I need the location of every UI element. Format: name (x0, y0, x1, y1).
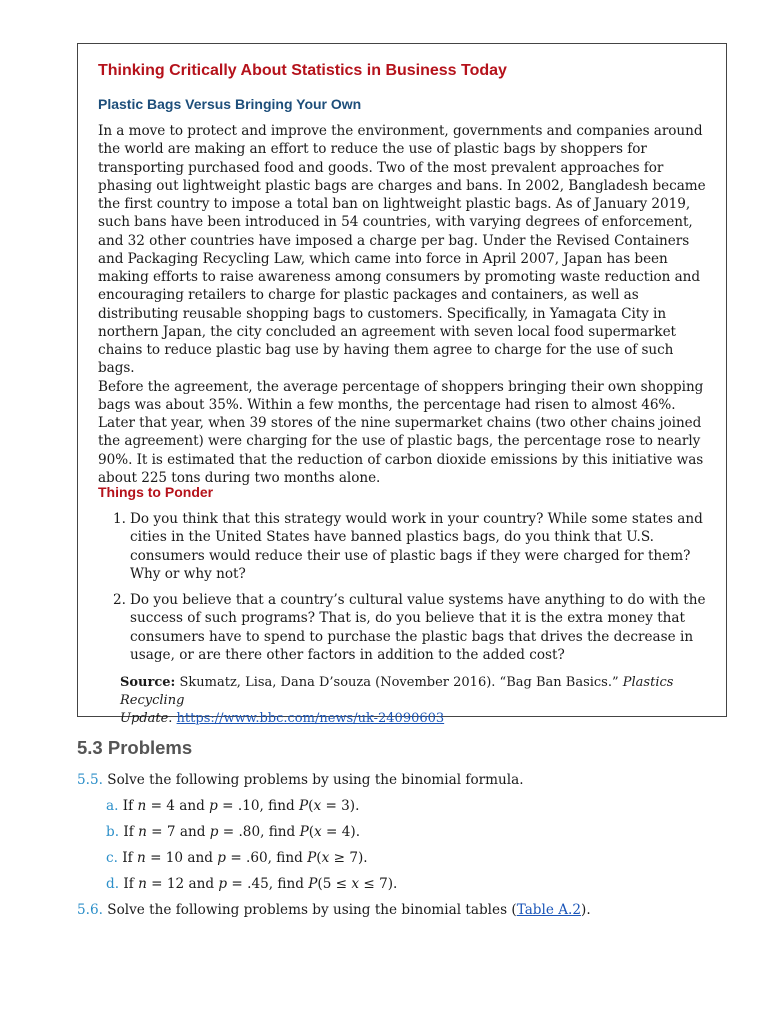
subproblem-b (106, 823, 360, 841)
subproblem-text: = .10, find (217, 798, 299, 814)
subproblem-letter: b. (106, 824, 120, 840)
body-line: chains to reduce plastic bag use by having them agree to charge for the use of such bags. (98, 342, 674, 377)
body-line: 90%. It is estimated that the reduction of carbon dioxide emissions by this initiative was (98, 451, 704, 468)
ponder-list (98, 510, 710, 672)
section-title: 5.3 Problems (77, 737, 193, 758)
var-x: x (351, 876, 360, 892)
table-a2-link[interactable]: Table A.2 (516, 902, 582, 918)
subproblem-text: = 12 and (146, 876, 219, 892)
var-n: n (136, 850, 146, 866)
ponder-number: 2. (113, 592, 126, 608)
body-line: the agreement) were charging for the use of plastic bags, the percentage rose to nearly (98, 433, 701, 450)
subproblem-text: = .45, find (227, 876, 309, 892)
var-P: P (298, 798, 309, 814)
var-n: n (138, 824, 147, 840)
subproblem-text: ≤ 7). (359, 876, 398, 892)
source-url-link[interactable]: https://www.bbc.com/news/uk-24090603 (176, 711, 445, 726)
body-line: distributing reusable shopping bags to customers. Specifically, in Yamagata City in (98, 305, 667, 322)
problem-number: 5.5. (77, 772, 103, 788)
var-x: x (321, 850, 330, 866)
subproblem-text: = 10 and (145, 850, 218, 866)
var-p: p (217, 850, 226, 866)
subproblem-text: ≥ 7). (329, 850, 368, 866)
subproblem-text: If (117, 850, 137, 866)
var-p: p (218, 876, 228, 892)
var-p: p (209, 798, 218, 814)
body-line: Before the agreement, the average percentage of shoppers bringing their own shopping (98, 378, 704, 395)
source-citation (120, 674, 710, 728)
ponder-heading: Things to Ponder (98, 484, 214, 500)
body-line: the first country to impose a total ban on lightweight plastic bags. As of January 2019, (98, 196, 691, 212)
body-line: making efforts to raise awareness among consumers by promoting waste reduction and (98, 269, 701, 285)
ponder-line: consumers have to spend to purchase the plastic bags that drives the decrease in (130, 628, 694, 645)
problem-text: Solve the following problems by using the binomial tables ( (102, 902, 517, 918)
subproblem-text: = 4). (321, 824, 361, 840)
subproblem-letter: c. (106, 850, 118, 866)
subproblem-d (106, 875, 397, 893)
body-line: about 225 tons during two months alone. (98, 469, 381, 486)
body-line: bags was about 35%. Within a few months, the percentage had risen to almost 46%. (98, 396, 676, 413)
source-journal-cont: Update (120, 711, 169, 726)
subproblem-letter: d. (106, 876, 120, 892)
source-label: Source: (120, 675, 176, 690)
body-line: the world are making an effort to reduce the use of plastic bags by shoppers for (98, 141, 647, 158)
source-text: Skumatz, Lisa, Dana D’souza (November 2016). “Bag Ban Basics.” (175, 675, 623, 690)
var-x: x (313, 798, 322, 814)
ponder-line: Why or why not? (130, 565, 246, 582)
ponder-line: success of such programs? That is, do you believe that it is the extra money that (130, 610, 685, 627)
subproblem-text: = .80, find (218, 824, 300, 840)
feature-box (77, 43, 727, 726)
var-P: P (307, 850, 317, 866)
subproblem-text: If (119, 824, 139, 840)
body-line: In a move to protect and improve the environment, governments and companies around (98, 123, 703, 139)
var-P: P (308, 876, 318, 892)
subproblem-a (106, 797, 359, 815)
ponder-line: usage, or are there other factors in addition to the added cost? (130, 646, 565, 663)
feature-title: Thinking Critically About Statistics in Business Today (98, 62, 507, 79)
ponder-item (98, 510, 710, 583)
feature-body (98, 122, 710, 487)
ponder-line: cities in the United States have banned plastics bags, do you think that U.S. (130, 529, 654, 546)
problem-text: Solve the following problems by using the binomial formula. (102, 772, 524, 788)
body-line: such bans have been introduced in 54 countries, with varying degrees of enforcement, (98, 214, 693, 231)
problem-text-end: ). (581, 902, 591, 918)
body-line: and Packaging Recycling Law, which came into force in April 2007, Japan has been (98, 250, 668, 267)
subproblem-text: ( (308, 824, 315, 840)
ponder-item (98, 591, 710, 664)
body-line: northern Japan, the city concluded an agreement with seven local food supermarket (98, 323, 676, 340)
subproblem-c (106, 849, 368, 867)
problem-5-6 (77, 901, 591, 919)
subproblem-text: (5 ≤ (317, 876, 352, 892)
subproblem-text: = 4 and (146, 798, 210, 814)
ponder-line: Do you think that this strategy would work in your country? While some states and (130, 511, 703, 527)
body-line: encouraging retailers to charge for plastic packages and containers, as well as (98, 287, 639, 304)
source-separator: . (168, 711, 177, 726)
ponder-line: consumers would reduce their use of plastic bags if they were charged for them? (130, 547, 691, 564)
subproblem-text: If (119, 876, 139, 892)
var-p: p (209, 824, 219, 840)
source-journal: Plastics Recycling (120, 675, 674, 708)
problem-number: 5.6. (77, 902, 103, 918)
ponder-line: Do you believe that a country’s cultural value systems have anything to do with the (130, 592, 706, 608)
subproblem-text: ( (316, 850, 322, 866)
subproblem-letter: a. (106, 798, 119, 814)
subproblem-text: ( (308, 798, 314, 814)
feature-subtitle: Plastic Bags Versus Bringing Your Own (98, 96, 362, 112)
var-n: n (138, 876, 147, 892)
body-line: and 32 other countries have imposed a charge per bag. Under the Revised Containers (98, 232, 690, 249)
var-n: n (137, 798, 147, 814)
body-line: Later that year, when 39 stores of the nine supermarket chains (two other chains joined (98, 415, 702, 431)
var-x: x (314, 824, 322, 840)
ponder-number: 1. (113, 511, 126, 527)
subproblem-text: = 3). (321, 798, 360, 814)
body-line: phasing out lightweight plastic bags are charges and bans. In 2002, Bangladesh became (98, 177, 706, 194)
subproblem-text: = 7 and (146, 824, 210, 840)
body-line: transporting purchased food and goods. Two of the most prevalent approaches for (98, 159, 664, 176)
var-P: P (299, 824, 309, 840)
subproblem-text: = .60, find (226, 850, 308, 866)
problem-5-5 (77, 771, 524, 789)
subproblem-text: If (118, 798, 138, 814)
